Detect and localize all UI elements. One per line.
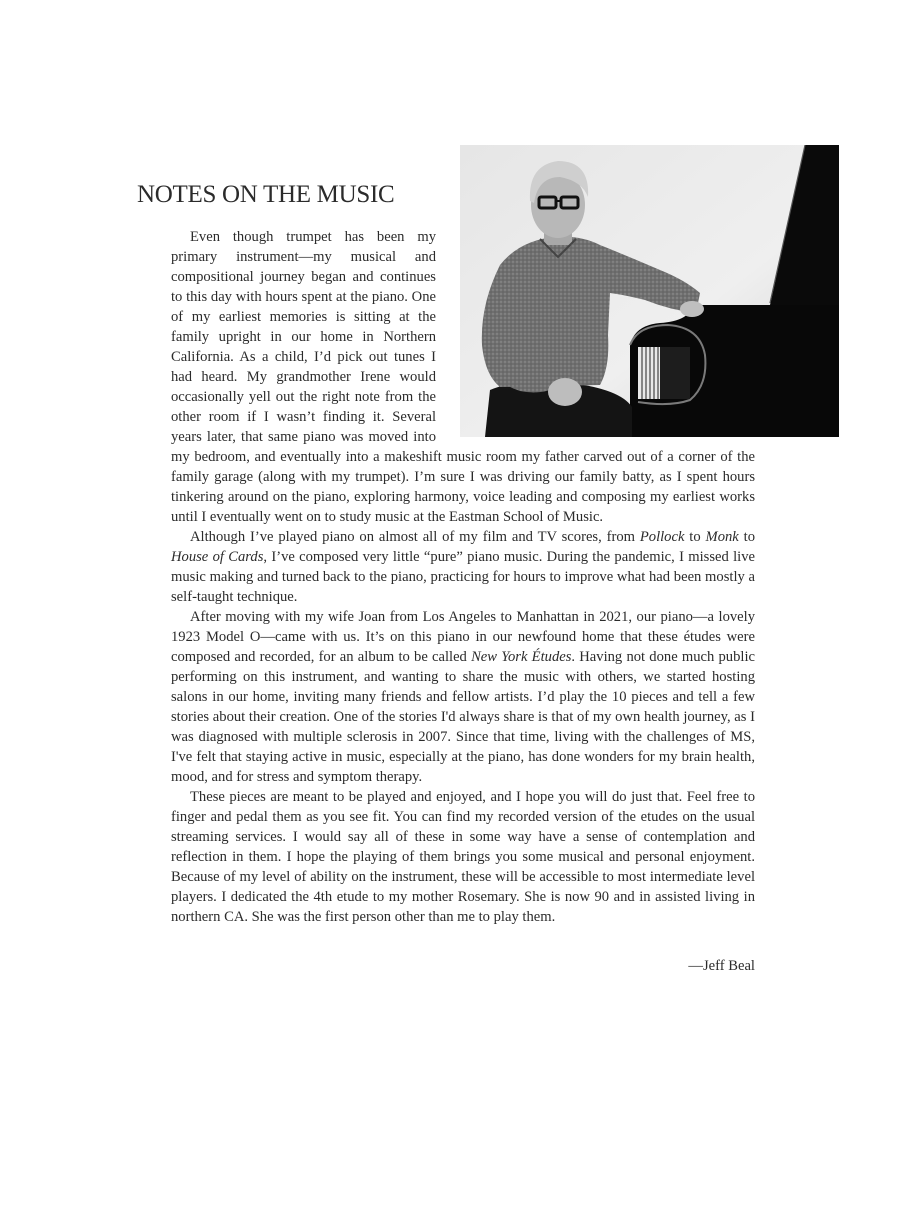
film-title-pollock: Pollock bbox=[639, 529, 685, 545]
paragraph-text: Even though trumpet has been my primary instrument—my musical and compositional journey began and continues to this day with hours spent at the piano. One of my earliest memories is sitting at the family upright in our home in Northern California. As a child, I’d pick out tunes I had heard. My grandmother Irene would occasionally yell out the right note from the other room if I wasn’t finding it. Several years later, that same piano was moved into my bedroom, and eventually into a makeshift music room my father carved out of a corner of the family garage (along with my trumpet). I’m sure I was driving our family batty, as I spent hours tinkering around on the piano, exploring harmony, voice leading and composing my earliest works until I eventually went on to study music at the Eastman School of Music. bbox=[171, 229, 755, 525]
paragraph bbox=[171, 607, 755, 787]
paragraph-text: After moving with my wife Joan from Los Angeles to Manhattan in 2021, our piano—a lovely 1923 Model O—came with us. It’s on this piano in our newfound home that these études were composed and recorded, for an album to be called bbox=[171, 609, 755, 665]
author-signature: —Jeff Beal bbox=[688, 958, 755, 974]
album-title: New York Études bbox=[471, 649, 572, 665]
paragraph-text: Although I’ve played piano on almost all of my film and TV scores, from bbox=[190, 529, 640, 545]
paragraph-text: to bbox=[738, 529, 756, 545]
paragraph-text: to bbox=[684, 529, 706, 545]
paragraph-text: These pieces are meant to be played and enjoyed, and I hope you will do just that. Feel free to finger and pedal them as you see fit. You can find my recorded version of the etudes on the usual streaming services. I would say all of these in some way have a sense of contemplation and reflection in them. I hope the playing of them brings you some musical and personal enjoyment. Because of my level of ability on the instrument, these will be accessible to most intermediate level players. I dedicated the 4th etude to my mother Rosemary. She is now 90 and in assisted living in northern CA. She was the first person other than me to play them. bbox=[171, 789, 755, 925]
paragraph bbox=[171, 527, 755, 607]
article-body bbox=[171, 227, 755, 927]
page-title: NOTES ON THE MUSIC bbox=[137, 181, 395, 208]
paragraph-text: , I’ve composed very little “pure” piano music. During the pandemic, I missed live music making and turned back to the piano, practicing for hours to improve what had been mostly a self-taught technique. bbox=[171, 549, 755, 605]
paragraph bbox=[171, 787, 755, 927]
photo-wrap-spacer bbox=[436, 227, 755, 437]
paragraph-text: . Having not done much public performing on this instrument, and wanting to share the music with others, we started hosting salons in our home, inviting many friends and fellow artists. I’d play the 10 pieces and tell a few stories about their creation. One of the stories I'd always share is that of my own health journey, as I was diagnosed with multiple sclerosis in 2007. Since that time, living with the challenges of MS, I've felt that staying active in music, especially at the piano, has done wonders for my brain health, mood, and for stress and symptom therapy. bbox=[171, 649, 755, 785]
film-title-monk: Monk bbox=[705, 529, 739, 545]
film-title-house-of-cards: House of Cards bbox=[171, 549, 264, 565]
